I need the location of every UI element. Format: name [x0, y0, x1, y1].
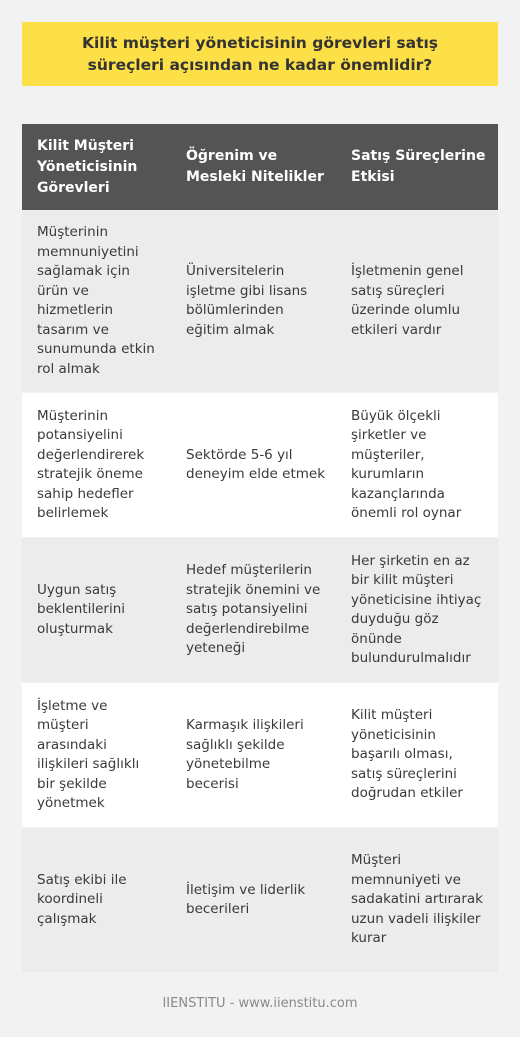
table-cell-qualification: Üniversitelerin işletme gibi lisans bölümlerinden eğitim almak [171, 210, 336, 393]
table-cell-impact: Büyük ölçekli şirketler ve müşteriler, kurumların kazançlarında önemli rol oynar [336, 393, 498, 538]
table-cell-duty: Müşterinin potansiyelini değerlendirerek stratejik öneme sahip hedefler belirlemek [22, 393, 171, 538]
footer-credit: IIENSTITU - www.iienstitu.com [162, 996, 358, 1011]
duties-table [22, 124, 498, 973]
table-cell-impact: Kilit müşteri yöneticisinin başarılı olması, satış süreçlerini doğrudan etkiler [336, 683, 498, 828]
table-row [22, 393, 498, 538]
table-header-row [22, 124, 498, 210]
page-title: Kilit müşteri yöneticisinin görevleri satış süreçleri açısından ne kadar önemlidir? [81, 34, 439, 74]
table-cell-qualification: İletişim ve liderlik becerileri [171, 828, 336, 973]
table-cell-duty: Uygun satış beklentilerini oluşturmak [22, 538, 171, 683]
table-row [22, 828, 498, 973]
table-cell-duty: İşletme ve müşteri arasındaki ilişkileri sağlıklı bir şekilde yönetmek [22, 683, 171, 828]
table-cell-impact: Müşteri memnuniyeti ve sadakatini artırarak uzun vadeli ilişkiler kurar [336, 828, 498, 973]
table-row [22, 683, 498, 828]
table-row [22, 538, 498, 683]
table-row [22, 210, 498, 393]
table-cell-qualification: Karmaşık ilişkileri sağlıklı şekilde yönetebilme becerisi [171, 683, 336, 828]
table-cell-qualification: Hedef müşterilerin stratejik önemini ve satış potansiyelini değerlendirebilme yeteneği [171, 538, 336, 683]
title-banner [22, 22, 498, 86]
header-sales-impact: Satış Süreçlerine Etkisi [336, 124, 498, 210]
table-cell-duty: Müşterinin memnuniyetini sağlamak için ürün ve hizmetlerin tasarım ve sunumunda etkin rol almak [22, 210, 171, 393]
header-duties: Kilit Müşteri Yöneticisinin Görevleri [22, 124, 171, 210]
table-cell-qualification: Sektörde 5-6 yıl deneyim elde etmek [171, 393, 336, 538]
table-cell-impact: Her şirketin en az bir kilit müşteri yöneticisine ihtiyaç duyduğu göz önünde bulundurulmalıdır [336, 538, 498, 683]
table-cell-duty: Satış ekibi ile koordineli çalışmak [22, 828, 171, 973]
table-cell-impact: İşletmenin genel satış süreçleri üzerinde olumlu etkileri vardır [336, 210, 498, 393]
header-qualifications: Öğrenim ve Mesleki Nitelikler [171, 124, 336, 210]
